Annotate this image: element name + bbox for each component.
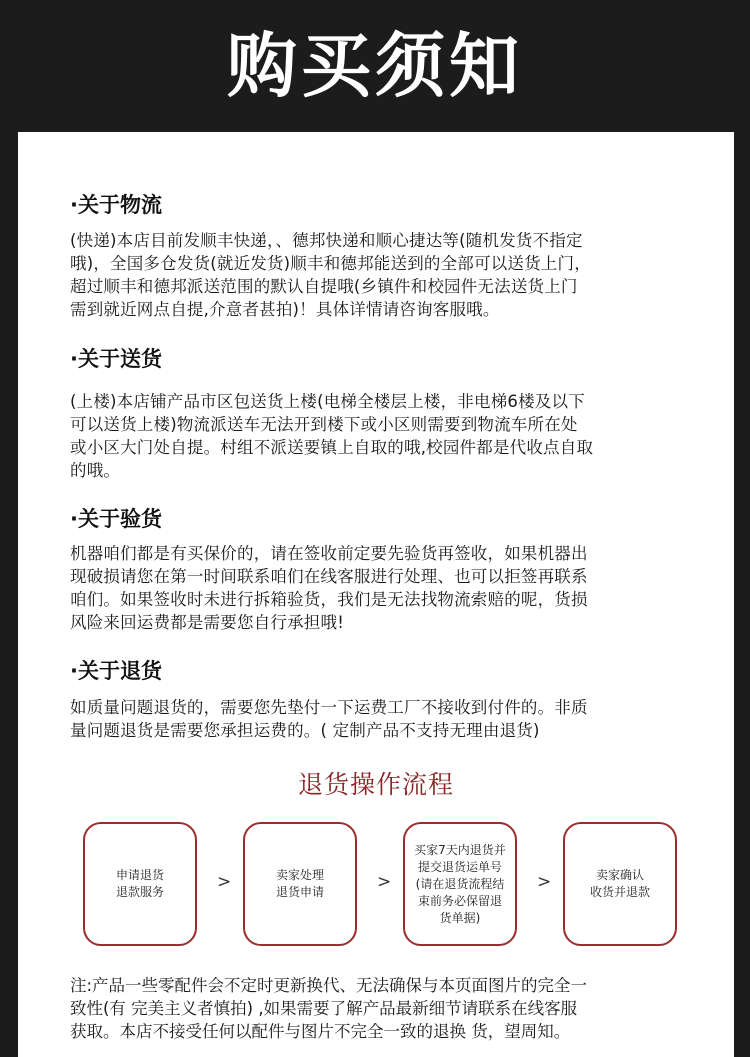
page-title: 购买须知 <box>227 25 523 107</box>
flow-step-text <box>586 867 654 901</box>
section-title: ·关于物流 <box>70 193 162 217</box>
disclaimer-note <box>70 974 710 1043</box>
section-body <box>70 696 700 742</box>
step-line: 退款服务 <box>115 885 164 899</box>
flow-step-text <box>112 867 168 901</box>
section-body <box>70 229 700 321</box>
step-line: 束前务必保留退 <box>417 893 502 908</box>
step-line: 申请退货 <box>115 868 164 882</box>
text-line: 风险来回运费都是需要您自行承担哦! <box>70 613 345 632</box>
step-line: 收货并退款 <box>589 885 650 899</box>
step-line: 退货申请 <box>275 885 324 899</box>
section-delivery <box>70 344 700 482</box>
text-line: 获取。本店不接受任何以配件与图片不完全一致的退换 货，望周知。 <box>70 1022 571 1041</box>
text-line: 机器咱们都是有买保价的，请在签收前定要先验货再签收，如果机器出 <box>70 544 588 563</box>
section-body <box>70 542 700 634</box>
flow-arrow: > <box>377 872 392 892</box>
step-line: 卖家处理 <box>275 868 324 882</box>
flow-step-text <box>272 867 328 901</box>
section-inspection <box>70 504 700 634</box>
text-line: 量问题退货是需要您承担运费的。( 定制产品不支持无理由退货) <box>70 721 540 740</box>
step-line: 货单据) <box>439 910 481 925</box>
flow-step-apply <box>83 822 197 946</box>
content-panel <box>18 132 734 1057</box>
page-header <box>0 0 750 132</box>
text-line: 咱们。如果签收时未进行拆箱验货，我们是无法找物流索赔的呢，货损 <box>70 590 588 609</box>
section-logistics <box>70 190 700 321</box>
flow-step-text <box>410 842 510 927</box>
text-line: (上楼)本店铺产品市区包送货上楼(电梯全楼层上楼，非电梯6楼及以下 <box>70 392 585 411</box>
step-line: (请在退货流程结 <box>415 876 505 891</box>
text-line: 注:产品一些零配件会不定时更新换代、无法确保与本页面图片的完全一 <box>70 976 588 995</box>
text-line: 超过顺丰和德邦派送范围的默认自提哦(乡镇件和校园件无法送货上门 <box>70 277 578 296</box>
text-line: 可以送货上楼)物流派送车无法开到楼下或小区则需要到物流车所在处 <box>70 415 578 434</box>
step-line: 买家7天内退货并 <box>414 842 506 857</box>
flow-title: 退货操作流程 <box>297 770 454 799</box>
flow-arrow: > <box>217 872 232 892</box>
section-title: ·关于验货 <box>70 507 162 531</box>
section-title: ·关于退货 <box>70 659 162 683</box>
flow-arrow: > <box>537 872 552 892</box>
text-line: 需到就近网点自提,介意者甚拍)！具体详情请咨询客服哦。 <box>70 300 500 319</box>
text-line: 哦)，全国多仓发货(就近发货)顺丰和德邦能送到的全部可以送货上门， <box>70 254 591 273</box>
text-line: (快递)本店目前发顺丰快递，、德邦快递和顺心捷达等(随机发货不指定 <box>70 231 583 250</box>
step-line: 提交退货运单号 <box>417 859 502 874</box>
flow-step-seller-process <box>243 822 357 946</box>
text-line: 如质量问题退货的，需要您先垫付一下运费工厂不接收到付件的。非质 <box>70 698 588 717</box>
step-line: 卖家确认 <box>595 868 644 882</box>
section-title: ·关于送货 <box>70 347 162 371</box>
text-line: 或小区大门处自提。村组不派送要镇上自取的哦,校园件都是代收点自取 <box>70 438 594 457</box>
text-line: 现破损请您在第一时间联系咱们在线客服进行处理、也可以拒签再联系 <box>70 567 588 586</box>
section-body <box>70 390 700 482</box>
flow-step-buyer-return <box>403 822 517 946</box>
text-line: 致性(有 完美主义者慎拍) ,如果需要了解产品最新细节请联系在线客服 <box>70 999 578 1018</box>
flow-step-seller-confirm <box>563 822 677 946</box>
text-line: 的哦。 <box>70 461 121 480</box>
section-returns <box>70 656 700 742</box>
